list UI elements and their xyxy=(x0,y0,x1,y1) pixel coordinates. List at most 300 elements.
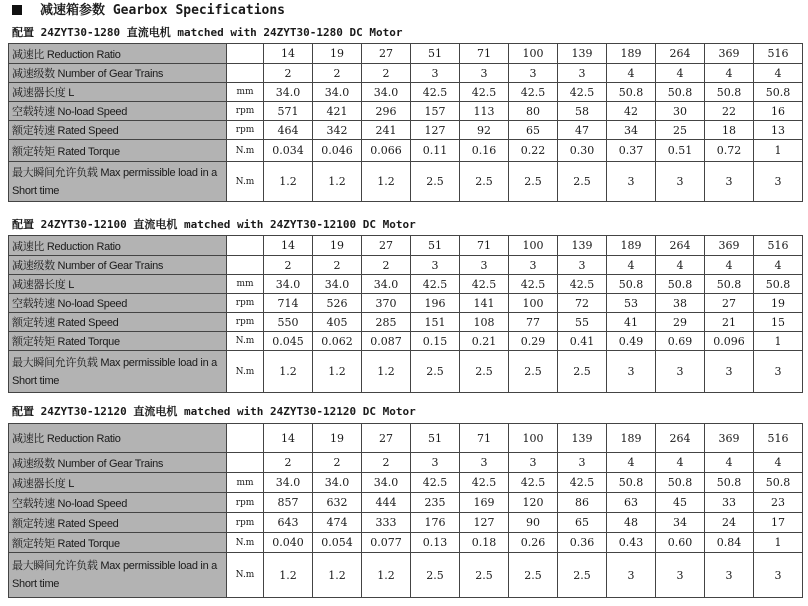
row-label: 空载转速 No-load Speed xyxy=(9,102,227,121)
value-cell: 0.49 xyxy=(607,332,656,351)
row-label: 额定转速 Rated Speed xyxy=(9,513,227,533)
value-cell: 2 xyxy=(362,453,411,473)
value-cell: 51 xyxy=(411,424,460,453)
value-cell: 34 xyxy=(607,121,656,140)
value-cell: 3 xyxy=(558,453,607,473)
value-cell: 3 xyxy=(705,553,754,598)
value-cell: 71 xyxy=(460,424,509,453)
value-cell: 0.062 xyxy=(313,332,362,351)
value-cell: 342 xyxy=(313,121,362,140)
table-row xyxy=(9,513,803,533)
value-cell: 42.5 xyxy=(460,473,509,493)
value-cell: 0.60 xyxy=(656,533,705,553)
value-cell: 21 xyxy=(705,313,754,332)
row-label: 最大瞬间允许负载 Max permissible load in a Short time xyxy=(9,162,227,202)
value-cell: 4 xyxy=(754,256,803,275)
unit-cell: mm xyxy=(227,473,264,493)
value-cell: 2.5 xyxy=(411,553,460,598)
value-cell: 2.5 xyxy=(460,162,509,202)
value-cell: 50.8 xyxy=(656,83,705,102)
value-cell: 34 xyxy=(656,513,705,533)
value-cell: 34.0 xyxy=(264,275,313,294)
value-cell: 19 xyxy=(313,236,362,256)
unit-cell xyxy=(227,44,264,64)
value-cell: 516 xyxy=(754,236,803,256)
unit-cell: rpm xyxy=(227,294,264,313)
value-cell: 444 xyxy=(362,493,411,513)
value-cell: 92 xyxy=(460,121,509,140)
table-row xyxy=(9,121,803,140)
value-cell: 120 xyxy=(509,493,558,513)
value-cell: 42.5 xyxy=(558,473,607,493)
value-cell: 27 xyxy=(362,44,411,64)
value-cell: 48 xyxy=(607,513,656,533)
value-cell: 18 xyxy=(705,121,754,140)
section-heading: 配置 24ZYT30-12100 直流电机 matched with 24ZYT30-12100 DC Motor xyxy=(12,218,416,231)
value-cell: 0.51 xyxy=(656,140,705,162)
unit-cell: mm xyxy=(227,275,264,294)
value-cell: 34.0 xyxy=(313,275,362,294)
value-cell: 139 xyxy=(558,44,607,64)
value-cell: 34.0 xyxy=(313,83,362,102)
row-label: 最大瞬间允许负载 Max permissible load in a Short time xyxy=(9,351,227,393)
row-label: 减速器长度 L xyxy=(9,83,227,102)
value-cell: 516 xyxy=(754,424,803,453)
value-cell: 42.5 xyxy=(509,473,558,493)
value-cell: 50.8 xyxy=(607,83,656,102)
value-cell: 370 xyxy=(362,294,411,313)
value-cell: 50.8 xyxy=(607,473,656,493)
value-cell: 264 xyxy=(656,236,705,256)
value-cell: 196 xyxy=(411,294,460,313)
value-cell: 2.5 xyxy=(558,553,607,598)
value-cell: 264 xyxy=(656,44,705,64)
table-row xyxy=(9,275,803,294)
unit-cell xyxy=(227,64,264,83)
unit-cell: N.m xyxy=(227,351,264,393)
table-row xyxy=(9,351,803,393)
value-cell: 50.8 xyxy=(705,83,754,102)
value-cell: 4 xyxy=(656,256,705,275)
value-cell: 285 xyxy=(362,313,411,332)
row-label: 额定转矩 Rated Torque xyxy=(9,140,227,162)
value-cell: 1.2 xyxy=(313,351,362,393)
value-cell: 3 xyxy=(411,256,460,275)
value-cell: 2.5 xyxy=(558,351,607,393)
value-cell: 2.5 xyxy=(558,162,607,202)
value-cell: 50.8 xyxy=(754,275,803,294)
value-cell: 15 xyxy=(754,313,803,332)
table-row xyxy=(9,493,803,513)
value-cell: 51 xyxy=(411,44,460,64)
value-cell: 4 xyxy=(754,64,803,83)
value-cell: 0.11 xyxy=(411,140,460,162)
value-cell: 4 xyxy=(754,453,803,473)
unit-cell: rpm xyxy=(227,513,264,533)
value-cell: 50.8 xyxy=(607,275,656,294)
value-cell: 19 xyxy=(754,294,803,313)
value-cell: 3 xyxy=(656,351,705,393)
row-label: 减速器长度 L xyxy=(9,275,227,294)
value-cell: 2.5 xyxy=(509,162,558,202)
value-cell: 2.5 xyxy=(509,553,558,598)
value-cell: 2 xyxy=(264,256,313,275)
value-cell: 3 xyxy=(558,64,607,83)
value-cell: 33 xyxy=(705,493,754,513)
table-row xyxy=(9,533,803,553)
value-cell: 1.2 xyxy=(264,553,313,598)
value-cell: 4 xyxy=(607,256,656,275)
value-cell: 0.077 xyxy=(362,533,411,553)
value-cell: 34.0 xyxy=(362,473,411,493)
unit-cell: rpm xyxy=(227,313,264,332)
value-cell: 47 xyxy=(558,121,607,140)
value-cell: 4 xyxy=(656,64,705,83)
value-cell: 516 xyxy=(754,44,803,64)
value-cell: 53 xyxy=(607,294,656,313)
row-label: 额定转矩 Rated Torque xyxy=(9,332,227,351)
value-cell: 4 xyxy=(607,453,656,473)
value-cell: 0.37 xyxy=(607,140,656,162)
value-cell: 72 xyxy=(558,294,607,313)
value-cell: 51 xyxy=(411,236,460,256)
value-cell: 13 xyxy=(754,121,803,140)
value-cell: 3 xyxy=(509,256,558,275)
value-cell: 369 xyxy=(705,236,754,256)
value-cell: 369 xyxy=(705,44,754,64)
table-row xyxy=(9,64,803,83)
value-cell: 1.2 xyxy=(264,162,313,202)
table-row xyxy=(9,424,803,453)
table-row xyxy=(9,313,803,332)
value-cell: 42.5 xyxy=(460,275,509,294)
value-cell: 27 xyxy=(705,294,754,313)
value-cell: 50.8 xyxy=(656,275,705,294)
value-cell: 3 xyxy=(460,453,509,473)
unit-cell: rpm xyxy=(227,102,264,121)
value-cell: 333 xyxy=(362,513,411,533)
value-cell: 550 xyxy=(264,313,313,332)
value-cell: 42.5 xyxy=(460,83,509,102)
value-cell: 25 xyxy=(656,121,705,140)
value-cell: 176 xyxy=(411,513,460,533)
value-cell: 77 xyxy=(509,313,558,332)
value-cell: 3 xyxy=(509,64,558,83)
value-cell: 100 xyxy=(509,236,558,256)
row-label: 减速比 Reduction Ratio xyxy=(9,44,227,64)
value-cell: 0.69 xyxy=(656,332,705,351)
value-cell: 0.087 xyxy=(362,332,411,351)
value-cell: 0.29 xyxy=(509,332,558,351)
row-label: 减速级数 Number of Gear Trains xyxy=(9,64,227,83)
value-cell: 50.8 xyxy=(754,473,803,493)
value-cell: 100 xyxy=(509,44,558,64)
value-cell: 139 xyxy=(558,424,607,453)
value-cell: 4 xyxy=(705,64,754,83)
value-cell: 0.096 xyxy=(705,332,754,351)
row-label: 额定转速 Rated Speed xyxy=(9,313,227,332)
value-cell: 108 xyxy=(460,313,509,332)
unit-cell: N.m xyxy=(227,140,264,162)
value-cell: 3 xyxy=(607,162,656,202)
value-cell: 71 xyxy=(460,236,509,256)
value-cell: 0.034 xyxy=(264,140,313,162)
value-cell: 14 xyxy=(264,236,313,256)
unit-cell: rpm xyxy=(227,121,264,140)
row-label: 减速级数 Number of Gear Trains xyxy=(9,256,227,275)
value-cell: 45 xyxy=(656,493,705,513)
value-cell: 0.15 xyxy=(411,332,460,351)
table-row xyxy=(9,102,803,121)
value-cell: 0.30 xyxy=(558,140,607,162)
value-cell: 19 xyxy=(313,44,362,64)
value-cell: 34.0 xyxy=(264,473,313,493)
table-row xyxy=(9,162,803,202)
row-label: 空载转速 No-load Speed xyxy=(9,294,227,313)
value-cell: 157 xyxy=(411,102,460,121)
value-cell: 86 xyxy=(558,493,607,513)
value-cell: 0.066 xyxy=(362,140,411,162)
unit-cell xyxy=(227,424,264,453)
value-cell: 127 xyxy=(411,121,460,140)
value-cell: 65 xyxy=(509,121,558,140)
unit-cell xyxy=(227,256,264,275)
value-cell: 3 xyxy=(411,64,460,83)
spec-table xyxy=(8,43,803,202)
square-bullet-icon xyxy=(12,5,22,15)
value-cell: 34.0 xyxy=(264,83,313,102)
value-cell: 0.045 xyxy=(264,332,313,351)
value-cell: 14 xyxy=(264,424,313,453)
unit-cell: N.m xyxy=(227,332,264,351)
table-row xyxy=(9,453,803,473)
value-cell: 151 xyxy=(411,313,460,332)
value-cell: 2.5 xyxy=(411,351,460,393)
value-cell: 29 xyxy=(656,313,705,332)
value-cell: 2 xyxy=(362,64,411,83)
value-cell: 24 xyxy=(705,513,754,533)
value-cell: 3 xyxy=(656,553,705,598)
value-cell: 3 xyxy=(509,453,558,473)
value-cell: 0.21 xyxy=(460,332,509,351)
value-cell: 0.18 xyxy=(460,533,509,553)
table-row xyxy=(9,473,803,493)
value-cell: 42.5 xyxy=(558,275,607,294)
value-cell: 100 xyxy=(509,424,558,453)
value-cell: 2 xyxy=(264,453,313,473)
value-cell: 0.046 xyxy=(313,140,362,162)
value-cell: 2 xyxy=(313,256,362,275)
value-cell: 264 xyxy=(656,424,705,453)
value-cell: 113 xyxy=(460,102,509,121)
spec-table xyxy=(8,235,803,393)
value-cell: 405 xyxy=(313,313,362,332)
value-cell: 0.22 xyxy=(509,140,558,162)
value-cell: 2 xyxy=(313,64,362,83)
value-cell: 2.5 xyxy=(460,553,509,598)
value-cell: 857 xyxy=(264,493,313,513)
value-cell: 2.5 xyxy=(411,162,460,202)
value-cell: 1 xyxy=(754,332,803,351)
value-cell: 4 xyxy=(705,453,754,473)
value-cell: 27 xyxy=(362,424,411,453)
value-cell: 71 xyxy=(460,44,509,64)
value-cell: 50.8 xyxy=(705,275,754,294)
value-cell: 2 xyxy=(362,256,411,275)
value-cell: 0.84 xyxy=(705,533,754,553)
value-cell: 571 xyxy=(264,102,313,121)
table-row xyxy=(9,83,803,102)
row-label: 最大瞬间允许负载 Max permissible load in a Short time xyxy=(9,553,227,598)
value-cell: 2 xyxy=(313,453,362,473)
value-cell: 3 xyxy=(705,162,754,202)
row-label: 额定转矩 Rated Torque xyxy=(9,533,227,553)
value-cell: 1.2 xyxy=(362,351,411,393)
value-cell: 296 xyxy=(362,102,411,121)
value-cell: 3 xyxy=(460,64,509,83)
value-cell: 643 xyxy=(264,513,313,533)
value-cell: 0.36 xyxy=(558,533,607,553)
value-cell: 3 xyxy=(754,162,803,202)
value-cell: 65 xyxy=(558,513,607,533)
value-cell: 58 xyxy=(558,102,607,121)
value-cell: 141 xyxy=(460,294,509,313)
value-cell: 42.5 xyxy=(509,83,558,102)
value-cell: 235 xyxy=(411,493,460,513)
value-cell: 19 xyxy=(313,424,362,453)
value-cell: 3 xyxy=(607,351,656,393)
row-label: 减速级数 Number of Gear Trains xyxy=(9,453,227,473)
value-cell: 3 xyxy=(754,351,803,393)
spec-table xyxy=(8,423,803,598)
table-row xyxy=(9,332,803,351)
value-cell: 50.8 xyxy=(754,83,803,102)
unit-cell: N.m xyxy=(227,162,264,202)
value-cell: 474 xyxy=(313,513,362,533)
table-row xyxy=(9,44,803,64)
section-heading: 配置 24ZYT30-12120 直流电机 matched with 24ZYT30-12120 DC Motor xyxy=(12,405,416,418)
value-cell: 16 xyxy=(754,102,803,121)
value-cell: 189 xyxy=(607,44,656,64)
value-cell: 0.054 xyxy=(313,533,362,553)
value-cell: 3 xyxy=(558,256,607,275)
value-cell: 41 xyxy=(607,313,656,332)
value-cell: 0.13 xyxy=(411,533,460,553)
value-cell: 714 xyxy=(264,294,313,313)
row-label: 额定转速 Rated Speed xyxy=(9,121,227,140)
value-cell: 50.8 xyxy=(656,473,705,493)
value-cell: 3 xyxy=(705,351,754,393)
value-cell: 42.5 xyxy=(509,275,558,294)
value-cell: 127 xyxy=(460,513,509,533)
value-cell: 0.43 xyxy=(607,533,656,553)
value-cell: 526 xyxy=(313,294,362,313)
table-row xyxy=(9,553,803,598)
table-row xyxy=(9,140,803,162)
value-cell: 369 xyxy=(705,424,754,453)
value-cell: 1.2 xyxy=(362,162,411,202)
value-cell: 1 xyxy=(754,533,803,553)
value-cell: 63 xyxy=(607,493,656,513)
value-cell: 2.5 xyxy=(509,351,558,393)
value-cell: 1 xyxy=(754,140,803,162)
value-cell: 42 xyxy=(607,102,656,121)
page-title-text: 减速箱参数 Gearbox Specifications xyxy=(40,3,286,18)
table-row xyxy=(9,294,803,313)
value-cell: 34.0 xyxy=(362,83,411,102)
value-cell: 464 xyxy=(264,121,313,140)
row-label: 空载转速 No-load Speed xyxy=(9,493,227,513)
unit-cell: mm xyxy=(227,83,264,102)
value-cell: 3 xyxy=(656,162,705,202)
unit-cell xyxy=(227,236,264,256)
value-cell: 27 xyxy=(362,236,411,256)
value-cell: 1.2 xyxy=(313,162,362,202)
value-cell: 3 xyxy=(460,256,509,275)
value-cell: 189 xyxy=(607,236,656,256)
value-cell: 4 xyxy=(656,453,705,473)
value-cell: 42.5 xyxy=(411,275,460,294)
value-cell: 139 xyxy=(558,236,607,256)
row-label: 减速比 Reduction Ratio xyxy=(9,236,227,256)
value-cell: 42.5 xyxy=(558,83,607,102)
value-cell: 1.2 xyxy=(362,553,411,598)
value-cell: 0.26 xyxy=(509,533,558,553)
value-cell: 2.5 xyxy=(460,351,509,393)
value-cell: 30 xyxy=(656,102,705,121)
value-cell: 169 xyxy=(460,493,509,513)
value-cell: 241 xyxy=(362,121,411,140)
value-cell: 80 xyxy=(509,102,558,121)
value-cell: 0.040 xyxy=(264,533,313,553)
value-cell: 38 xyxy=(656,294,705,313)
value-cell: 0.16 xyxy=(460,140,509,162)
value-cell: 23 xyxy=(754,493,803,513)
value-cell: 632 xyxy=(313,493,362,513)
unit-cell xyxy=(227,453,264,473)
value-cell: 55 xyxy=(558,313,607,332)
value-cell: 421 xyxy=(313,102,362,121)
value-cell: 0.72 xyxy=(705,140,754,162)
value-cell: 1.2 xyxy=(313,553,362,598)
unit-cell: rpm xyxy=(227,493,264,513)
page-title xyxy=(12,2,285,20)
value-cell: 42.5 xyxy=(411,473,460,493)
value-cell: 3 xyxy=(411,453,460,473)
value-cell: 34.0 xyxy=(362,275,411,294)
value-cell: 22 xyxy=(705,102,754,121)
value-cell: 100 xyxy=(509,294,558,313)
row-label: 减速器长度 L xyxy=(9,473,227,493)
value-cell: 4 xyxy=(705,256,754,275)
table-row xyxy=(9,256,803,275)
value-cell: 34.0 xyxy=(313,473,362,493)
value-cell: 3 xyxy=(607,553,656,598)
value-cell: 90 xyxy=(509,513,558,533)
value-cell: 1.2 xyxy=(264,351,313,393)
value-cell: 14 xyxy=(264,44,313,64)
value-cell: 0.41 xyxy=(558,332,607,351)
value-cell: 2 xyxy=(264,64,313,83)
value-cell: 42.5 xyxy=(411,83,460,102)
value-cell: 3 xyxy=(754,553,803,598)
value-cell: 17 xyxy=(754,513,803,533)
unit-cell: N.m xyxy=(227,533,264,553)
value-cell: 4 xyxy=(607,64,656,83)
table-row xyxy=(9,236,803,256)
unit-cell: N.m xyxy=(227,553,264,598)
section-heading: 配置 24ZYT30-1280 直流电机 matched with 24ZYT30-1280 DC Motor xyxy=(12,26,403,39)
